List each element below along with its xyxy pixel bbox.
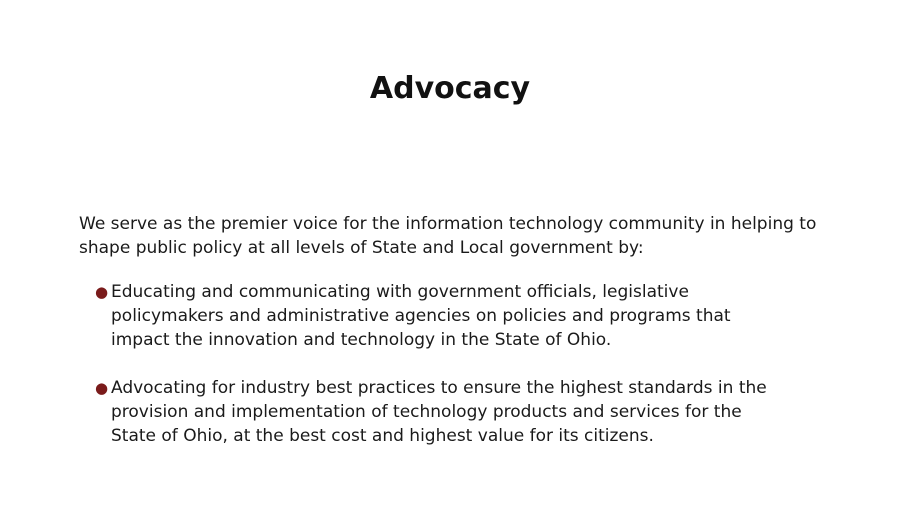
intro-paragraph: We serve as the premier voice for the information technology community in helping to shape public policy at all levels of State and Local government by: [79,214,817,258]
bullet-icon: ● [95,379,109,397]
bullet-text: Advocating for industry best practices to ensure the highest standards in the provision and implementation of technology products and services for the State of Ohio, at the best cost and highest value for its citizens. [111,378,767,446]
slide-title: Advocacy [369,71,531,106]
bullet-icon: ● [95,283,109,301]
bullet-item-educating [95,280,795,352]
bullet-list [95,280,795,448]
bullet-item-advocating [95,376,795,448]
bullet-text: Educating and communicating with government officials, legislative policymakers and administrative agencies on policies and programs that impact the innovation and technology in the State of Ohio. [111,282,731,350]
